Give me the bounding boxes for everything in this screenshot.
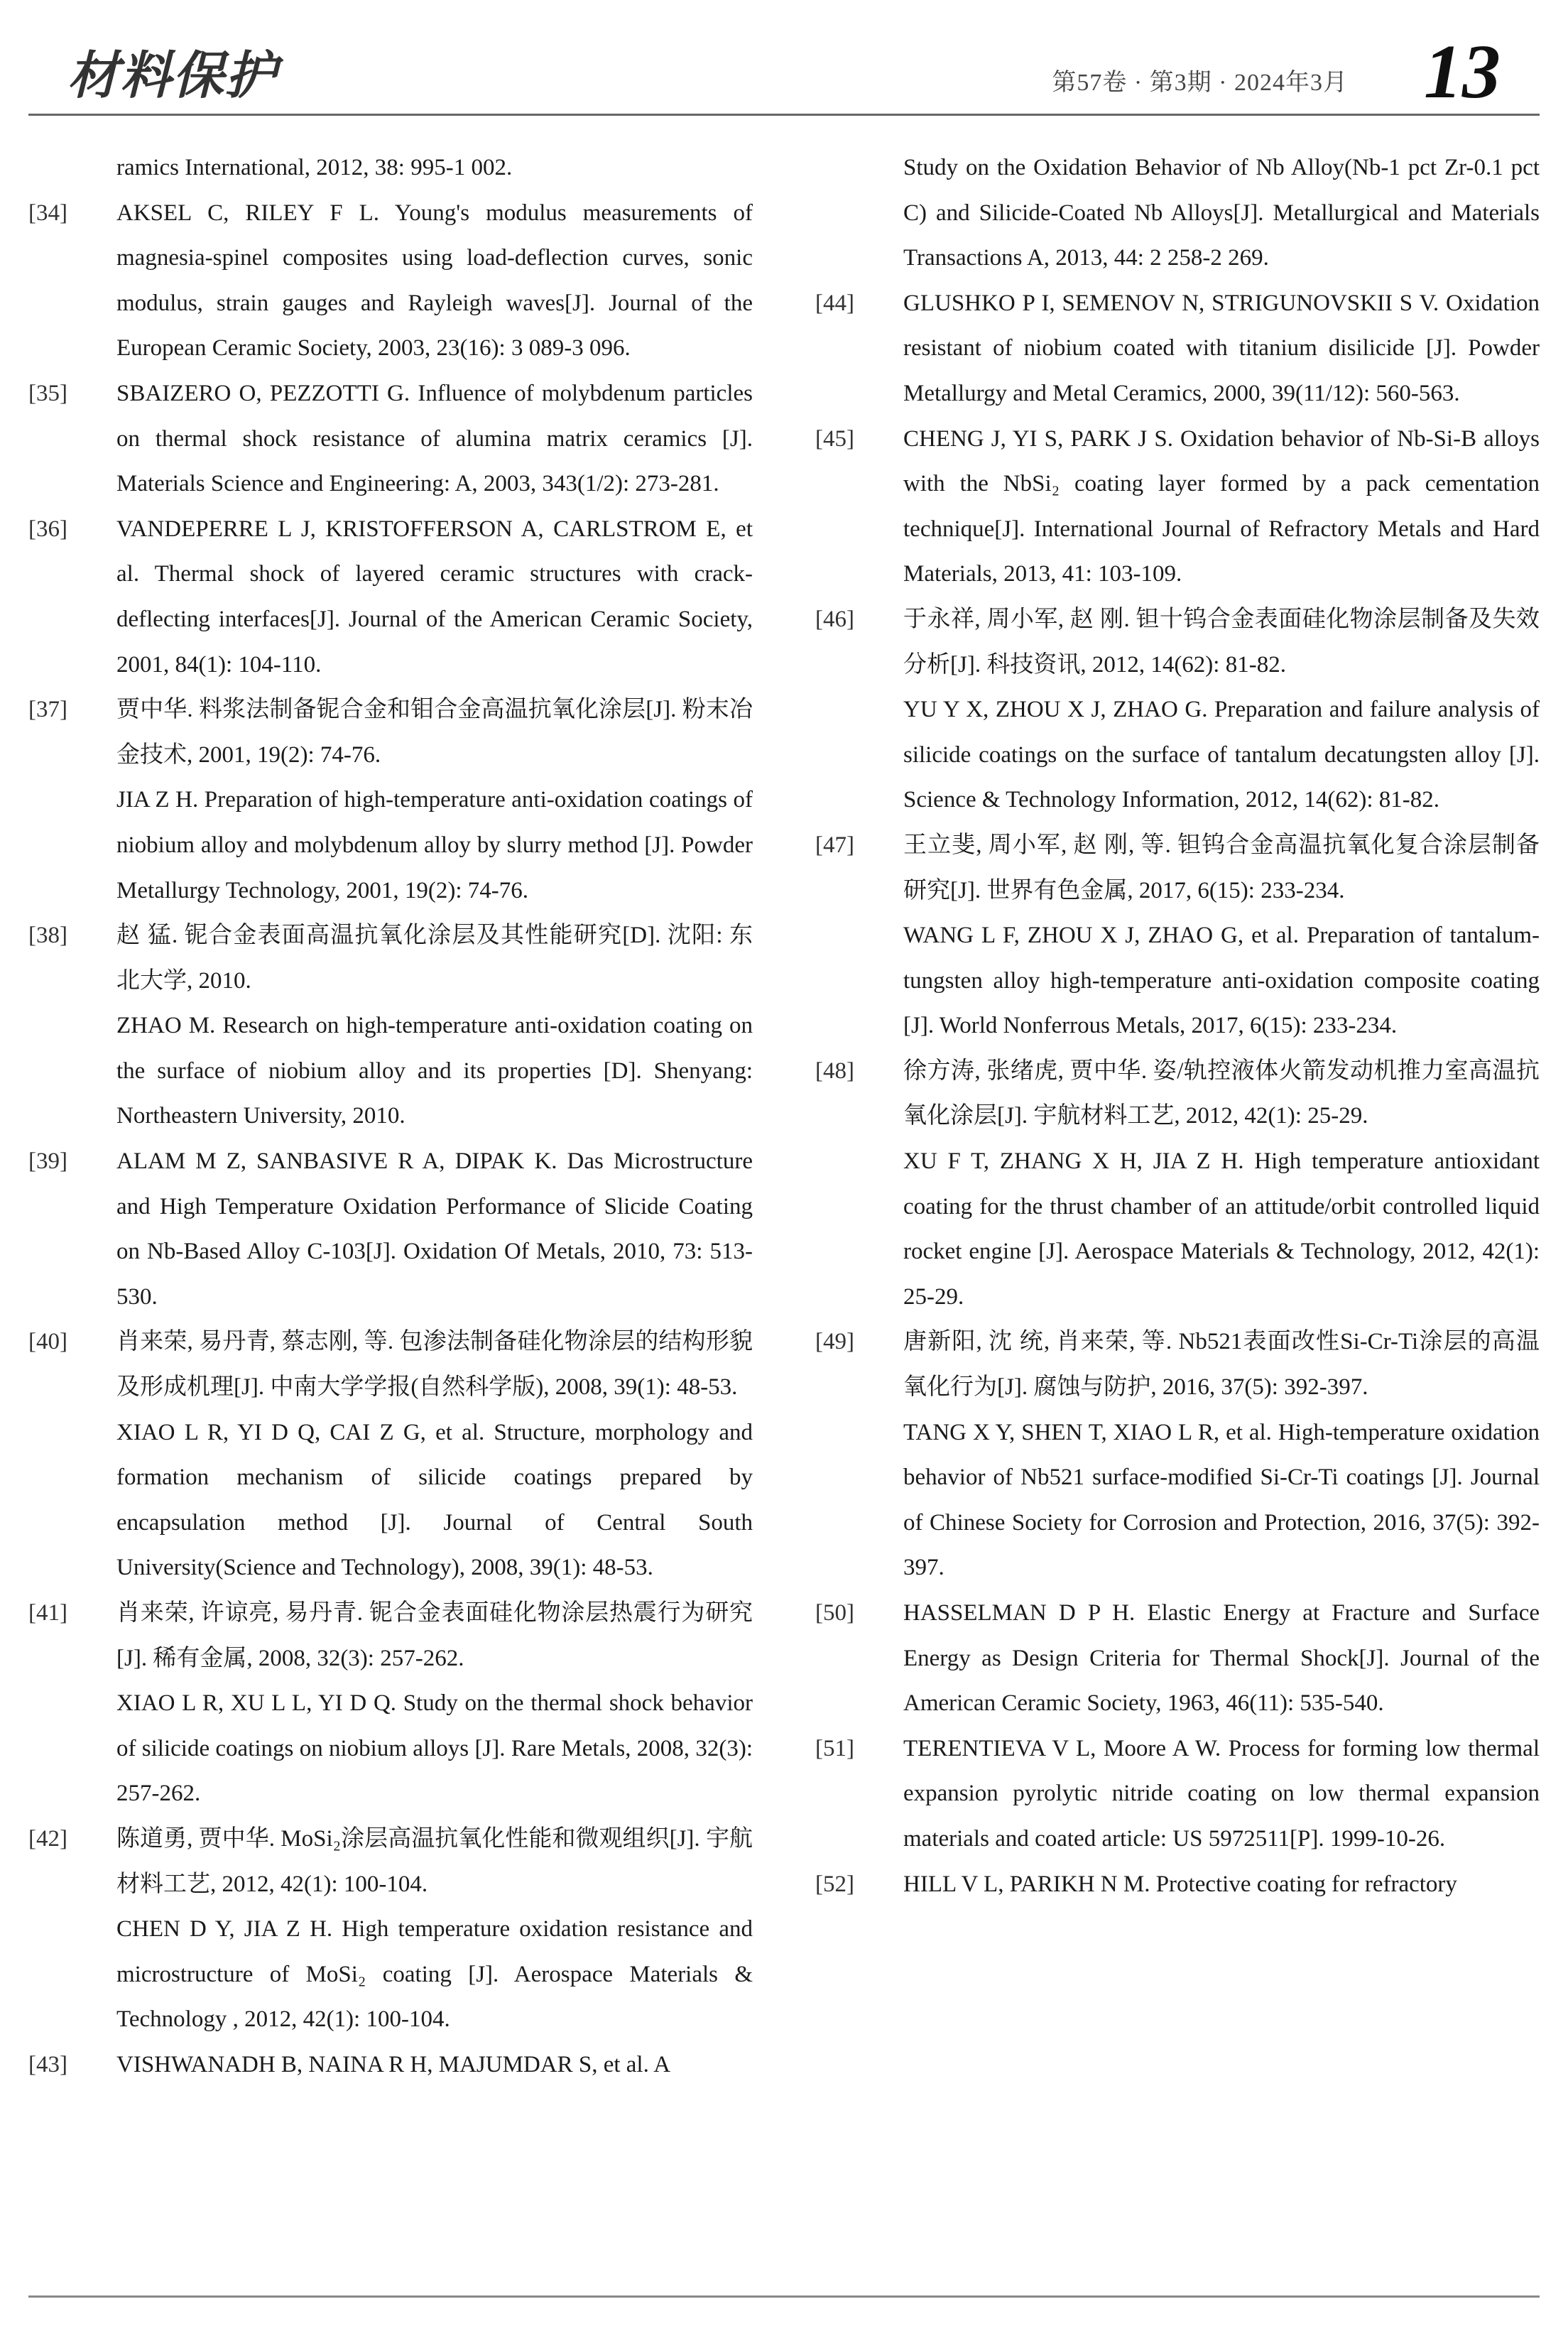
reference-text: VISHWANADH B, NAINA R H, MAJUMDAR S, et al. A (116, 2051, 671, 2077)
footer-divider (28, 2295, 1540, 2298)
reference-text: GLUSHKO P I, SEMENOV N, STRIGUNOVSKII S V. Oxidation resistant of niobium coated with titanium disilicide [J]. Powder Metallurgy and Metal Ceramics, 2000, 39(11/12): 560-563. (903, 290, 1540, 406)
reference-text: TERENTIEVA V L, Moore A W. Process for forming low thermal expansion pyrolytic nitride coating on low thermal expansion materials and coated article: US 5972511[P]. 1999-10-26. (903, 1735, 1540, 1852)
reference-number: [45] (815, 425, 854, 452)
left-column (28, 146, 753, 2088)
reference-item (815, 1727, 1540, 1862)
reference-text: 王立斐, 周小军, 赵 刚, 等. 钽钨合金高温抗氧化复合涂层制备研究[J]. 世界有色金属, 2017, 6(15): 233-234. (903, 832, 1540, 903)
reference-number: [43] (28, 2051, 67, 2077)
reference-english-text: XU F T, ZHANG X H, JIA Z H. High temperature antioxidant coating for the thrust chamber of an attitude/orbit controlled liquid rocket engine [J]. Aerospace Materials & Technology, 2012, 42(1): 25-29. (903, 1148, 1540, 1310)
issue-info: 第57卷 · 第3期 · 2024年3月 (1052, 70, 1348, 96)
reference-english-text: ZHAO M. Research on high-temperature anti-oxidation coating on the surface of niobium alloy and its properties [D]. Shenyang: Northeastern University, 2010. (116, 1013, 753, 1129)
reference-item (28, 688, 753, 913)
reference-item (28, 913, 753, 1139)
reference-item (815, 1320, 1540, 1591)
reference-english-text: XIAO L R, XU L L, YI D Q. Study on the thermal shock behavior of silicide coatings on niobium alloys [J]. Rare Metals, 2008, 32(3): 257-262. (116, 1690, 753, 1807)
reference-item (815, 1049, 1540, 1320)
reference-english-text: TANG X Y, SHEN T, XIAO L R, et al. High-temperature oxidation behavior of Nb521 surface-modified Si-Cr-Ti coatings [J]. Journal of Chinese Society for Corrosion and Protection, 2016, 37(5): 392-397. (903, 1419, 1540, 1581)
reference-item (28, 1320, 753, 1591)
reference-number: [47] (815, 832, 854, 858)
reference-number: [44] (815, 290, 854, 316)
header-divider (28, 114, 1540, 116)
reference-item (815, 281, 1540, 417)
reference-text: 徐方涛, 张绪虎, 贾中华. 姿/轨控液体火箭发动机推力室高温抗氧化涂层[J]. 宇航材料工艺, 2012, 42(1): 25-29. (903, 1058, 1540, 1129)
reference-number: [36] (28, 516, 67, 542)
reference-number: [51] (815, 1735, 854, 1761)
reference-text: ALAM M Z, SANBASIVE R A, DIPAK K. Das Microstructure and High Temperature Oxidation Performance of Slicide Coating on Nb-Based Alloy C-103[J]. Oxidation Of Metals, 2010, 73: 513-530. (116, 1148, 753, 1310)
continued-reference-text: Study on the Oxidation Behavior of Nb Alloy(Nb-1 pct Zr-0.1 pct C) and Silicide-Coated Nb Alloys[J]. Metallurgical and Materials Transactions A, 2013, 44: 2 258-2 269. (903, 155, 1540, 271)
reference-number: [50] (815, 1600, 854, 1626)
reference-number: [40] (28, 1329, 67, 1355)
reference-english-text: WANG L F, ZHOU X J, ZHAO G, et al. Preparation of tantalum-tungsten alloy high-temperature anti-oxidation composite coating [J]. World Nonferrous Metals, 2017, 6(15): 233-234. (903, 923, 1540, 1039)
reference-number: [38] (28, 923, 67, 949)
reference-item (28, 1817, 753, 2043)
reference-text: 肖来荣, 许谅亮, 易丹青. 铌合金表面硅化物涂层热震行为研究[J]. 稀有金属, 2008, 32(3): 257-262. (116, 1600, 753, 1671)
reference-text: SBAIZERO O, PEZZOTTI G. Influence of molybdenum particles on thermal shock resistance of alumina matrix ceramics [J]. Materials Science and Engineering: A, 2003, 343(1/2): 273-281. (116, 380, 753, 497)
journal-logo: 材料保护 (67, 45, 278, 105)
reference-list-right (815, 281, 1540, 1907)
reference-item (815, 823, 1540, 1049)
reference-number: [49] (815, 1329, 854, 1355)
continued-reference-text: ramics International, 2012, 38: 995-1 002. (116, 155, 513, 180)
reference-text: 于永祥, 周小军, 赵 刚. 钽十钨合金表面硅化物涂层制备及失效分析[J]. 科技资讯, 2012, 14(62): 81-82. (903, 606, 1540, 678)
reference-list-left (28, 191, 753, 2088)
right-column (815, 146, 1540, 1907)
reference-text: 陈道勇, 贾中华. MoSi₂涂层高温抗氧化性能和微观组织[J]. 宇航材料工艺, 2012, 42(1): 100-104. (116, 1825, 753, 1897)
reference-item (28, 371, 753, 507)
reference-number: [34] (28, 200, 67, 226)
reference-text: AKSEL C, RILEY F L. Young's modulus measurements of magnesia-spinel composites using load-deflection curves, sonic modulus, strain gauges and Rayleigh waves[J]. Journal of the European Ceramic Society, 2003, 23(16): 3 089-3 096. (116, 200, 753, 362)
reference-number: [37] (28, 697, 67, 723)
reference-number: [35] (28, 380, 67, 406)
reference-item (28, 2043, 753, 2088)
reference-number: [39] (28, 1148, 67, 1175)
reference-item (28, 191, 753, 371)
reference-item (815, 1862, 1540, 1908)
reference-text: CHENG J, YI S, PARK J S. Oxidation behavior of Nb-Si-B alloys with the NbSi₂ coating layer formed by a pack cementation technique[J]. International Journal of Refractory Metals and Hard Materials, 2013, 41: 103-109. (903, 425, 1540, 587)
reference-number: [48] (815, 1058, 854, 1084)
reference-number: [41] (28, 1600, 67, 1626)
reference-item (815, 1591, 1540, 1727)
reference-text: HASSELMAN D P H. Elastic Energy at Fracture and Surface Energy as Design Criteria for Thermal Shock[J]. Journal of the American Ceramic Society, 1963, 46(11): 535-540. (903, 1600, 1540, 1717)
reference-text: HILL V L, PARIKH N M. Protective coating for refractory (903, 1871, 1457, 1897)
reference-number: [46] (815, 606, 854, 632)
reference-item (28, 1139, 753, 1320)
page-number: 13 (1424, 30, 1501, 114)
reference-text: VANDEPERRE L J, KRISTOFFERSON A, CARLSTROM E, et al. Thermal shock of layered ceramic structures with crack-deflecting interfaces[J]. Journal of the American Ceramic Society, 2001, 84(1): 104-110. (116, 516, 753, 678)
reference-item (815, 597, 1540, 823)
reference-text: 贾中华. 料浆法制备铌合金和钼合金高温抗氧化涂层[J]. 粉末冶金技术, 2001, 19(2): 74-76. (116, 697, 753, 768)
reference-item (28, 507, 753, 688)
reference-item (28, 1591, 753, 1817)
reference-text: 赵 猛. 铌合金表面高温抗氧化涂层及其性能研究[D]. 沈阳: 东北大学, 2010. (116, 923, 753, 994)
reference-number: [42] (28, 1825, 67, 1852)
reference-english-text: YU Y X, ZHOU X J, ZHAO G. Preparation and failure analysis of silicide coatings on the surface of tantalum decatungsten alloy [J]. Science & Technology Information, 2012, 14(62): 81-82. (903, 697, 1540, 813)
reference-english-text: JIA Z H. Preparation of high-temperature anti-oxidation coatings of niobium alloy and molybdenum alloy by slurry method [J]. Powder Metallurgy Technology, 2001, 19(2): 74-76. (116, 787, 753, 903)
reference-number: [52] (815, 1871, 854, 1897)
reference-text: 唐新阳, 沈 统, 肖来荣, 等. Nb521表面改性Si-Cr-Ti涂层的高温氧化行为[J]. 腐蚀与防护, 2016, 37(5): 392-397. (903, 1329, 1540, 1401)
reference-text: 肖来荣, 易丹青, 蔡志刚, 等. 包渗法制备硅化物涂层的结构形貌及形成机理[J]. 中南大学学报(自然科学版), 2008, 39(1): 48-53. (116, 1329, 753, 1401)
reference-english-text: XIAO L R, YI D Q, CAI Z G, et al. Structure, morphology and formation mechanism of silicide coatings prepared by encapsulation method [J]. Journal of Central South University(Science and Technology), 2008, 39(1): 48-53. (116, 1419, 753, 1581)
reference-item (815, 417, 1540, 597)
reference-english-text: CHEN D Y, JIA Z H. High temperature oxidation resistance and microstructure of MoSi₂ coating [J]. Aerospace Materials & Technology , 2012, 42(1): 100-104. (116, 1916, 753, 2033)
